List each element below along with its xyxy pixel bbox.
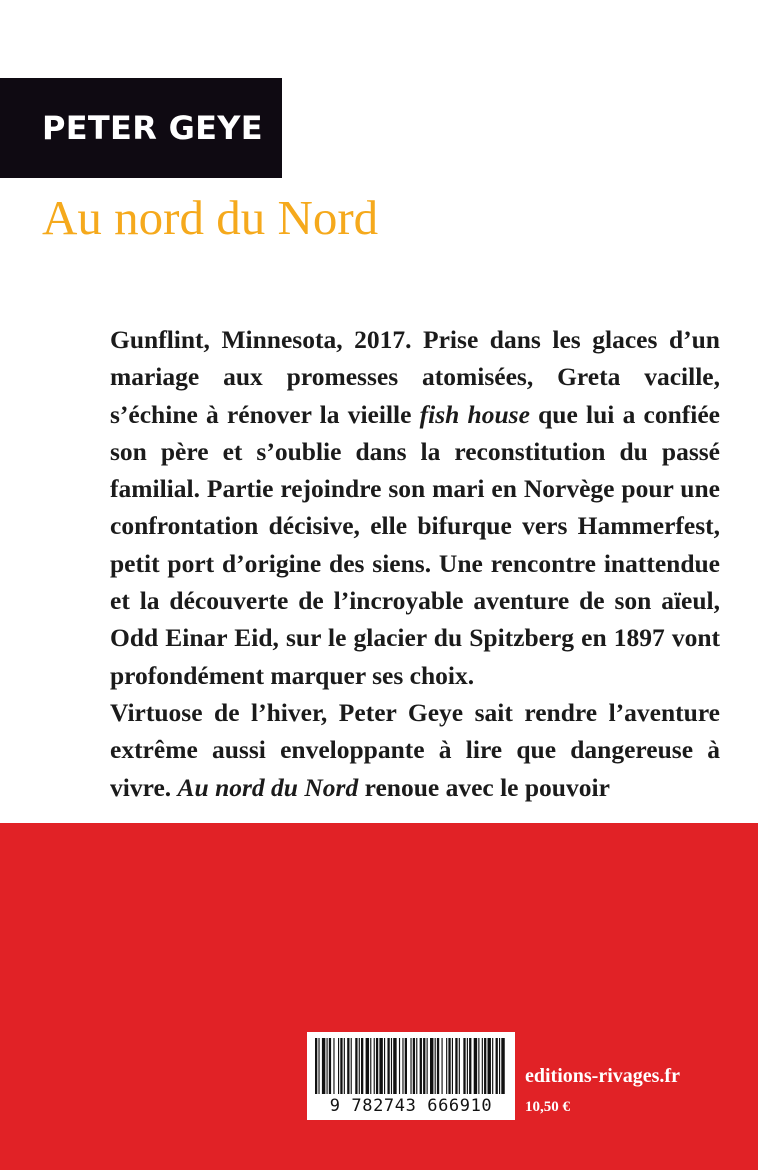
book-title: Au nord du Nord bbox=[42, 190, 379, 245]
barcode-bar bbox=[410, 1038, 411, 1094]
barcode-bar bbox=[455, 1038, 457, 1094]
barcode-bar bbox=[413, 1038, 415, 1094]
barcode-bar bbox=[374, 1038, 375, 1094]
blurb-paragraph-1 bbox=[110, 321, 720, 694]
barcode-bar bbox=[442, 1038, 443, 1094]
barcode-bar bbox=[340, 1038, 342, 1094]
blurb-p2-part-a: Virtuose de l’hiver, Peter Geye sait rendre l’aventure extrême aussi enveloppante à lire que dangereuse à vivre. bbox=[110, 697, 720, 802]
barcode-bar bbox=[482, 1038, 483, 1094]
barcode-bar bbox=[333, 1038, 334, 1094]
barcode-bar bbox=[484, 1038, 486, 1094]
barcode-bar bbox=[344, 1038, 345, 1094]
blurb-p2-part-b: renoue avec le pouvoir bbox=[358, 772, 610, 802]
barcode-bar bbox=[327, 1038, 328, 1094]
barcode-bar bbox=[376, 1038, 378, 1094]
publisher-url: editions-rivages.fr bbox=[525, 1065, 680, 1087]
author-name: PETER GEYE bbox=[42, 109, 263, 147]
barcode-bar bbox=[402, 1038, 403, 1094]
barcode-bar bbox=[384, 1038, 385, 1094]
barcode-bar bbox=[359, 1038, 360, 1094]
isbn-digits: 9 782743 666910 bbox=[329, 1096, 493, 1116]
barcode-bar bbox=[435, 1038, 436, 1094]
barcode-bar bbox=[423, 1038, 425, 1094]
barcode-bar bbox=[315, 1038, 317, 1094]
blurb-paragraph-2 bbox=[110, 694, 720, 806]
barcode-bar bbox=[427, 1038, 428, 1094]
barcode-bar bbox=[347, 1038, 349, 1094]
barcode-bar bbox=[501, 1038, 504, 1094]
barcode-bar bbox=[387, 1038, 389, 1094]
barcode-bar bbox=[446, 1038, 447, 1094]
barcode-bar bbox=[329, 1038, 331, 1094]
barcode-bar bbox=[416, 1038, 417, 1094]
barcode-bar bbox=[366, 1038, 369, 1094]
blurb-p1-part-b: que lui a confiée son père et s’oublie dans la reconstitution du passé familial. Partie rejoindre son mari en Norvège pour une confrontation décisive, elle bifurque vers Hammerfest, petit port d’origine des siens. Une rencontre inattendue et la découverte de l’incroyable aventure de son aïeul, Odd Einar Eid, sur le glacier du Spitzberg en 1897 vont profondément marquer ses choix. bbox=[110, 399, 720, 690]
blurb-p1-part-a: Gunflint, Minnesota, 2017. Prise dans les glaces d’un mariage aux promesses atomisées, Greta vacille, s’échine à rénover la vieille bbox=[110, 325, 720, 429]
barcode-bar bbox=[469, 1038, 471, 1094]
blurb-p1-italic: fish house bbox=[419, 399, 530, 429]
barcode-bar bbox=[499, 1038, 500, 1094]
barcode-bar bbox=[322, 1038, 325, 1094]
barcode-bar bbox=[437, 1038, 439, 1094]
barcode-bar bbox=[379, 1038, 382, 1094]
barcode-bar bbox=[448, 1038, 450, 1094]
barcode-bar bbox=[420, 1038, 422, 1094]
barcode-bar bbox=[452, 1038, 453, 1094]
barcode-bar bbox=[370, 1038, 371, 1094]
barcode-bar bbox=[496, 1038, 498, 1094]
blurb-text bbox=[110, 321, 720, 806]
barcode-bar bbox=[355, 1038, 357, 1094]
barcode-bar bbox=[492, 1038, 493, 1094]
barcode-bar bbox=[488, 1038, 491, 1094]
barcode-bar bbox=[351, 1038, 352, 1094]
barcode-bar bbox=[391, 1038, 392, 1094]
price: 10,50 € bbox=[525, 1099, 570, 1115]
barcode-bar bbox=[361, 1038, 363, 1094]
barcode-bar bbox=[405, 1038, 407, 1094]
barcode-bar bbox=[474, 1038, 477, 1094]
barcode-bar bbox=[463, 1038, 465, 1094]
barcode-bar bbox=[338, 1038, 339, 1094]
barcode-bar bbox=[459, 1038, 460, 1094]
barcode-bar bbox=[393, 1038, 396, 1094]
barcode-bar bbox=[478, 1038, 479, 1094]
barcode-bar bbox=[467, 1038, 468, 1094]
barcode-bar bbox=[318, 1038, 319, 1094]
blurb-p2-italic: Au nord du Nord bbox=[177, 772, 359, 802]
barcode bbox=[307, 1032, 515, 1120]
barcode-bar bbox=[430, 1038, 433, 1094]
barcode-bar bbox=[399, 1038, 400, 1094]
